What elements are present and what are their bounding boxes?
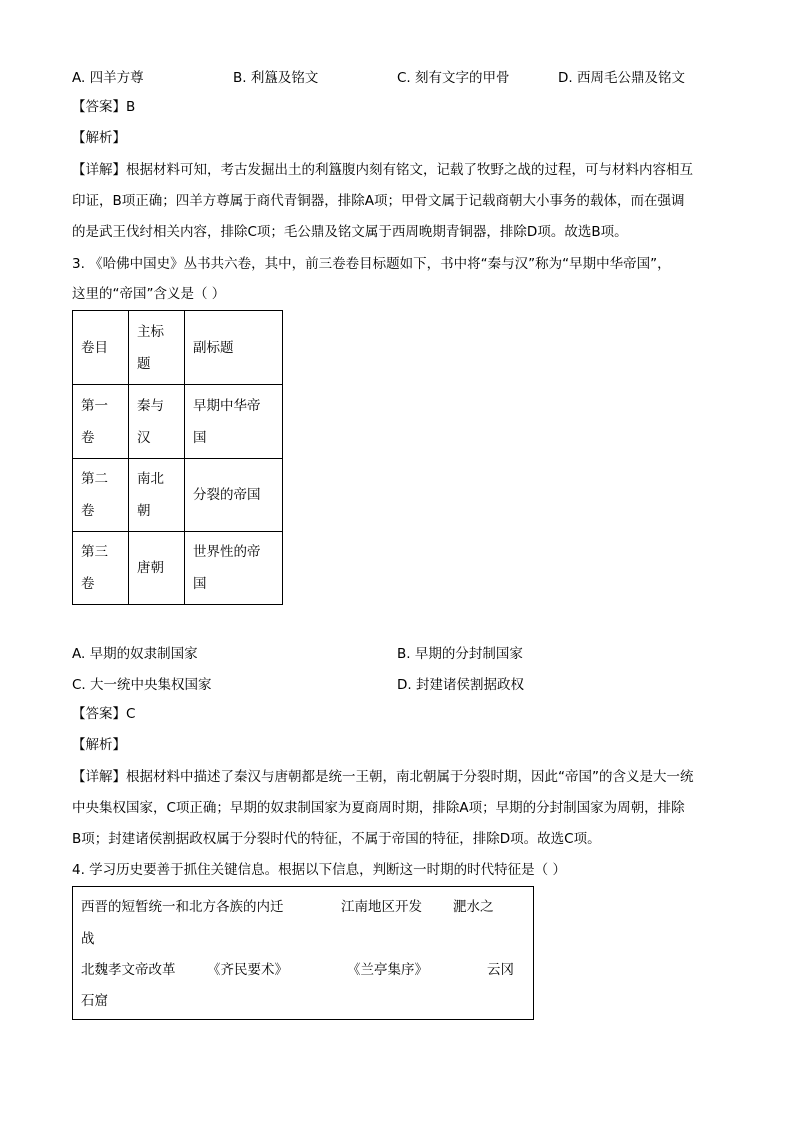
q2-option-c: C. 刻有文字的甲骨: [397, 70, 510, 86]
q4-item-qimin-yaoshu: 《齐民要术》: [207, 962, 288, 978]
q4-item-jiangnan: 江南地区开发: [341, 899, 422, 915]
q2-option-a: A. 四羊方尊: [72, 70, 144, 86]
q2-analysis-tag: 【解析】: [72, 130, 126, 146]
q2-detail-line-3: 的是武王伐纣相关内容，排除C项；毛公鼎及铭文属于西周晚期青铜器，排除D项。故选B项。: [72, 224, 628, 240]
q2-detail-line-2: 印证，B项正确；四羊方尊属于商代青铜器，排除A项；甲骨文属于记载商朝大小事务的载体，而在强调: [72, 193, 685, 209]
header-cell-subtitle: 副标题: [185, 311, 283, 385]
q4-item-lanting: 《兰亭集序》: [347, 962, 428, 978]
q3-answer: 【答案】C: [72, 706, 136, 722]
q2-answer: 【答案】B: [72, 99, 136, 115]
cell-main-title-3: 唐朝: [129, 532, 185, 605]
cell-subtitle-1: 早期中华帝 国: [185, 385, 283, 459]
q3-stem-line-2: 这里的“帝国”含义是（ ）: [72, 286, 226, 302]
q3-stem-line-1: 3. 《哈佛中国史》丛书共六卷，其中，前三卷卷目标题如下，书中将“秦与汉”称为“早期中华帝国”，: [72, 256, 671, 272]
q4-item-western-jin: 西晋的短暂统一和北方各族的内迁: [81, 899, 284, 915]
q3-volume-table: [72, 310, 283, 605]
q4-item-yungang-wrap: 石窟: [81, 993, 108, 1009]
q3-option-d: D. 封建诸侯割据政权: [397, 677, 524, 693]
table-row: [73, 459, 283, 532]
table-row: [73, 532, 283, 605]
cell-main-title-1: 秦与 汉: [129, 385, 185, 459]
cell-subtitle-3: 世界性的帝 国: [185, 532, 283, 605]
cell-subtitle-2: 分裂的帝国: [185, 459, 283, 532]
table-header-row: [73, 311, 283, 385]
q4-stem: 4. 学习历史要善于抓住关键信息。根据以下信息，判断这一时期的时代特征是（ ）: [72, 862, 566, 878]
q2-option-d: D. 西周毛公鼎及铭文: [558, 70, 685, 86]
q3-detail-line-1: 【详解】根据材料中描述了秦汉与唐朝都是统一王朝，南北朝属于分裂时期，因此“帝国”的含义是大一统: [72, 769, 694, 785]
q3-analysis-tag: 【解析】: [72, 737, 126, 753]
q4-item-feishui: 淝水之: [453, 899, 494, 915]
cell-volume-1: 第一 卷: [73, 385, 129, 459]
q3-detail-line-2: 中央集权国家，C项正确；早期的奴隶制国家为夏商周时期，排除A项；早期的分封制国家为周朝，排除: [72, 800, 685, 816]
header-cell-main-title: 主标 题: [129, 311, 185, 385]
q4-item-feishui-wrap: 战: [81, 931, 95, 947]
cell-volume-2: 第二 卷: [73, 459, 129, 532]
q2-detail-line-1: 【详解】根据材料可知，考古发掘出土的利簋腹内刻有铭文，记载了牧野之战的过程，可与材料内容相互: [72, 162, 693, 178]
cell-volume-3: 第三 卷: [73, 532, 129, 605]
q4-info-box: [72, 886, 534, 1020]
q2-option-b: B. 利簋及铭文: [233, 70, 319, 86]
cell-main-title-2: 南北 朝: [129, 459, 185, 532]
header-cell-volume: 卷目: [73, 311, 129, 385]
q3-option-c: C. 大一统中央集权国家: [72, 677, 212, 693]
q4-item-xiaowen-reform: 北魏孝文帝改革: [81, 962, 176, 978]
table-row: [73, 385, 283, 459]
q4-item-yungang: 云冈: [487, 962, 514, 978]
q3-detail-line-3: B项；封建诸侯割据政权属于分裂时代的特征，不属于帝国的特征，排除D项。故选C项。: [72, 831, 601, 847]
q3-option-b: B. 早期的分封制国家: [397, 646, 523, 662]
q3-option-a: A. 早期的奴隶制国家: [72, 646, 198, 662]
